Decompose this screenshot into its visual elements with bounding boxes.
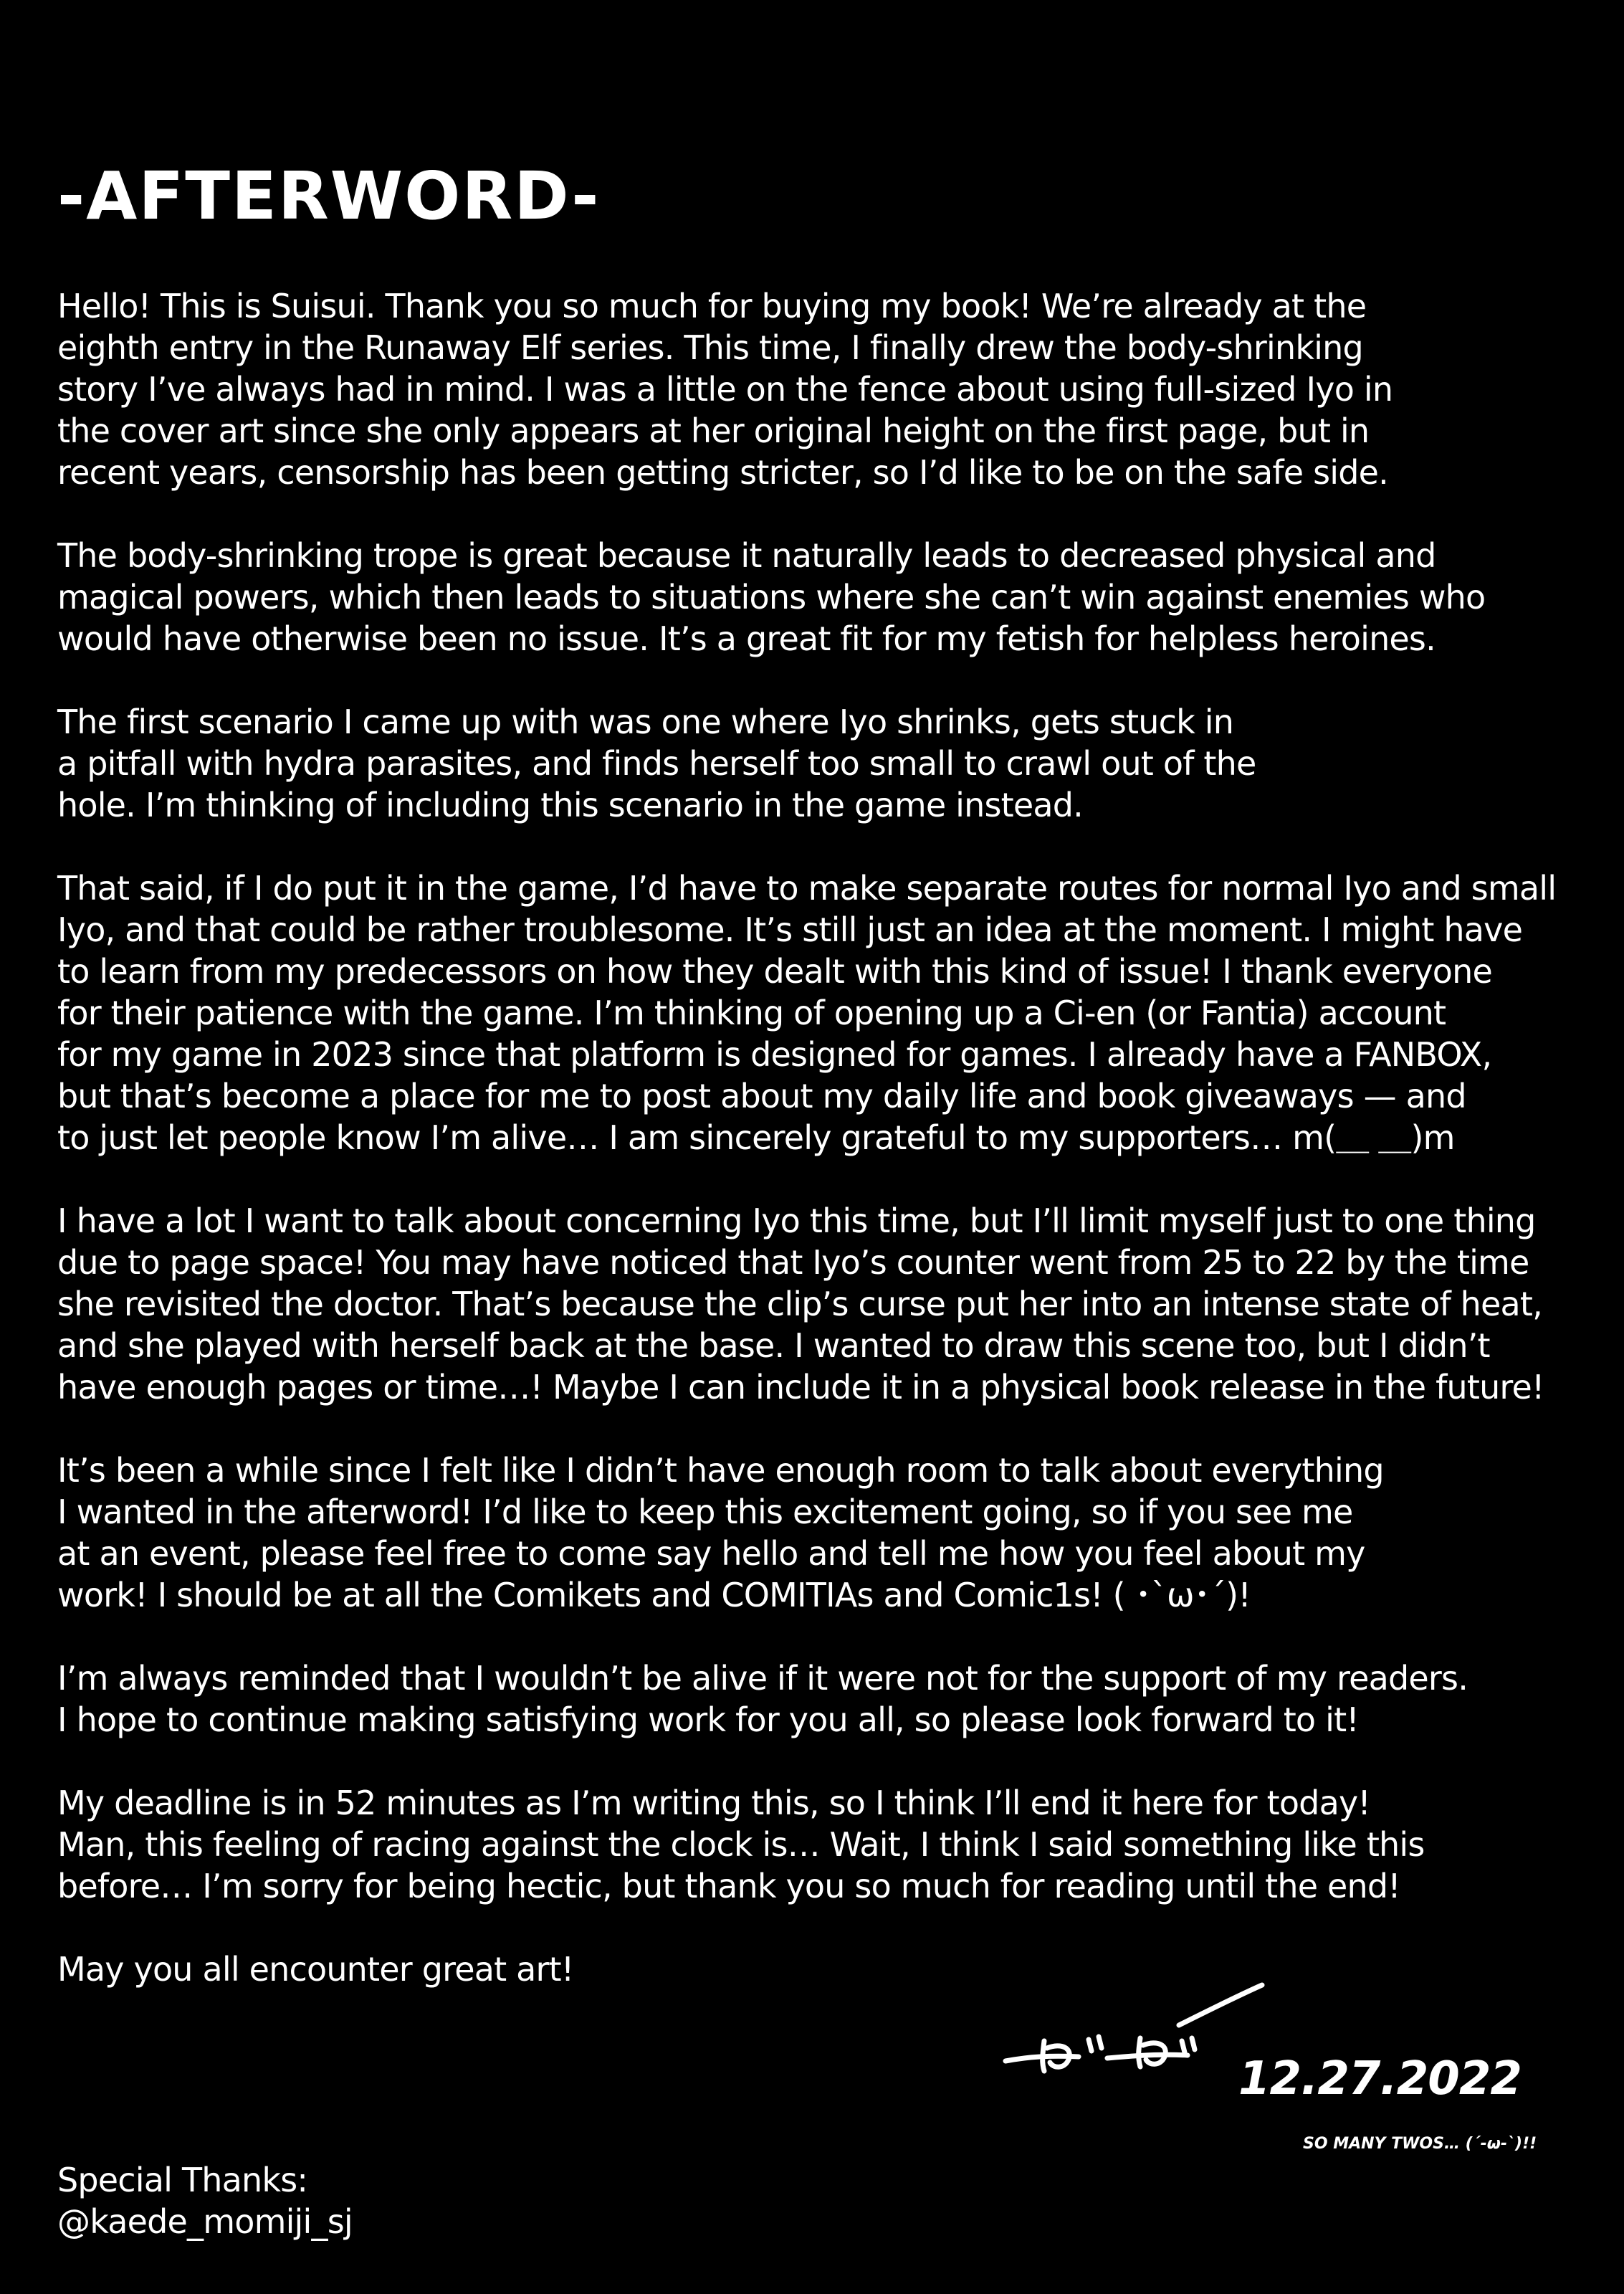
signature-note: SO MANY TWOS… (´-ω-`)!! — [1303, 2135, 1537, 2153]
text-line: magical powers, which then leads to situations where she can’t win against enemies who — [57, 578, 1486, 617]
page-title: -AFTERWORD- — [57, 158, 601, 234]
paragraph — [57, 701, 1591, 826]
text-line: would have otherwise been no issue. It’s a great fit for my fetish for helpless heroines. — [57, 619, 1436, 658]
paragraph — [57, 1657, 1591, 1741]
text-line: My deadline is in 52 minutes as I’m writing this, so I think I’ll end it here for today! — [57, 1784, 1371, 1822]
text-line: It’s been a while since I felt like I didn’t have enough room to talk about everything — [57, 1451, 1384, 1490]
text-line: I have a lot I want to talk about concerning Iyo this time, but I’ll limit myself just to one thing — [57, 1201, 1536, 1240]
paragraph — [57, 1450, 1591, 1616]
text-line: The first scenario I came up with was one where Iyo shrinks, gets stuck in — [57, 703, 1234, 741]
text-line: but that’s become a place for me to post about my daily life and book giveaways — and — [57, 1077, 1466, 1115]
text-line: I’m always reminded that I wouldn’t be alive if it were not for the support of my readers. — [57, 1659, 1468, 1698]
text-line: May you all encounter great art! — [57, 1950, 574, 1989]
text-line: for their patience with the game. I’m thinking of opening up a Ci-en (or Fantia) account — [57, 994, 1446, 1032]
paragraph — [57, 535, 1591, 660]
paragraph — [57, 1200, 1591, 1408]
text-line: I hope to continue making satisfying work for you all, so please look forward to it! — [57, 1700, 1359, 1739]
text-line: for my game in 2023 since that platform is designed for games. I already have a FANBOX, — [57, 1035, 1492, 1074]
text-line: to learn from my predecessors on how they dealt with this kind of issue! I thank everyone — [57, 952, 1492, 991]
text-line: and she played with herself back at the base. I wanted to draw this scene too, but I didn’t — [57, 1326, 1490, 1365]
text-line: due to page space! You may have noticed that Iyo’s counter went from 25 to 22 by the time — [57, 1243, 1529, 1282]
handwritten-signature — [1000, 1982, 1272, 2083]
paragraph — [57, 1948, 1591, 1990]
thanks-label: Special Thanks: — [57, 2161, 308, 2199]
signature-date: 12.27.2022 — [1238, 2052, 1522, 2105]
paragraph — [57, 867, 1591, 1158]
text-line: Man, this feeling of racing against the clock is… Wait, I think I said something like this — [57, 1825, 1425, 1864]
text-line: Hello! This is Suisui. Thank you so much for buying my book! We’re already at the — [57, 287, 1367, 325]
thanks-handle: @kaede_momiji_sj — [57, 2202, 353, 2241]
text-line: before… I’m sorry for being hectic, but thank you so much for reading until the end! — [57, 1867, 1400, 1905]
text-line: at an event, please feel free to come say hello and tell me how you feel about my — [57, 1534, 1365, 1573]
paragraph — [57, 1782, 1591, 1907]
afterword-body — [57, 285, 1591, 2032]
text-line: work! I should be at all the Comikets and COMITIAs and Comic1s! ( ･`ω･´)! — [57, 1576, 1251, 1614]
text-line: the cover art since she only appears at her original height on the first page, but in — [57, 411, 1370, 450]
text-line: she revisited the doctor. That’s because the clip’s curse put her into an intense state of heat, — [57, 1285, 1542, 1323]
text-line: hole. I’m thinking of including this scenario in the game instead. — [57, 786, 1083, 824]
text-line: story I’ve always had in mind. I was a little on the fence about using full-sized Iyo in — [57, 370, 1393, 409]
text-line: That said, if I do put it in the game, I’d have to make separate routes for normal Iyo and small — [57, 869, 1557, 908]
paragraph — [57, 285, 1591, 493]
text-line: I wanted in the afterword! I’d like to keep this excitement going, so if you see me — [57, 1493, 1353, 1531]
special-thanks — [57, 2159, 353, 2242]
text-line: eighth entry in the Runaway Elf series. This time, I finally drew the body-shrinking — [57, 328, 1363, 367]
text-line: have enough pages or time…! Maybe I can include it in a physical book release in the future! — [57, 1368, 1544, 1407]
text-line: Iyo, and that could be rather troublesome. It’s still just an idea at the moment. I might have — [57, 910, 1523, 949]
text-line: to just let people know I’m alive… I am sincerely grateful to my supporters… m(＿ ＿)m — [57, 1118, 1455, 1157]
text-line: The body-shrinking trope is great because it naturally leads to decreased physical and — [57, 536, 1436, 575]
text-line: recent years, censorship has been getting stricter, so I’d like to be on the safe side. — [57, 453, 1388, 492]
text-line: a pitfall with hydra parasites, and finds herself too small to crawl out of the — [57, 744, 1256, 783]
